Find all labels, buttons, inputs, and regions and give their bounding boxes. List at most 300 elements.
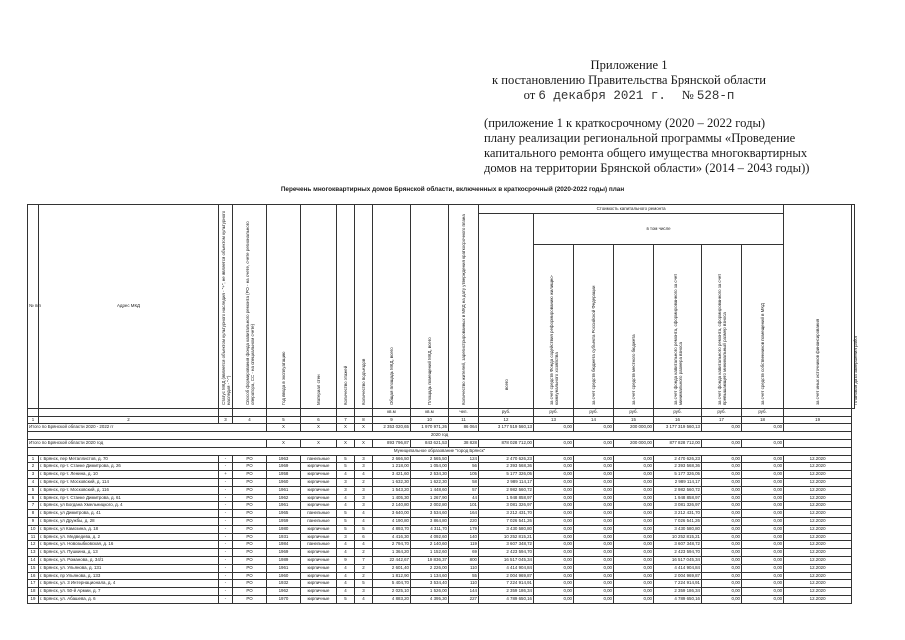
column-number-cell: 15	[614, 416, 654, 424]
header-residents	[449, 205, 479, 409]
subappendix-line4: домов на территории Брянской области» (2014 – 2043 годы))	[484, 161, 810, 175]
cell-wall: кирпичные	[301, 463, 337, 471]
subappendix-line3: капитального ремонта общего имущества многоквартирных	[484, 146, 808, 160]
cell-fl: 5	[337, 510, 355, 518]
cell-prem: 4 395,30	[411, 595, 449, 603]
column-number-cell: 19	[784, 416, 852, 424]
appendix-line1: Приложение 1	[590, 58, 668, 72]
cell-ext: 0,00	[702, 463, 742, 471]
header-other	[784, 205, 852, 409]
cell-en: 4	[355, 517, 373, 525]
cell-loc: 0,00	[614, 478, 654, 486]
cell-wall: кирпичные	[301, 478, 337, 486]
cell-prem: 1 054,00	[411, 463, 449, 471]
cell-dl: 12.2020	[784, 549, 852, 557]
cell-st: -	[219, 564, 233, 572]
column-number-cell: 12	[479, 416, 534, 424]
total-2020-other: 0,00	[742, 439, 784, 447]
cell-fm: РО	[233, 564, 267, 572]
column-numbers-row	[28, 416, 855, 424]
cell-dl: 12.2020	[784, 494, 852, 502]
cell-addr: г. Брянск, пр-т. Московский, д. 116	[39, 486, 219, 494]
total-all-owners: 3 177 319 560,13	[654, 424, 702, 432]
column-number-cell: 2	[39, 416, 219, 424]
cell-tot: 7 224 914,91	[479, 580, 534, 588]
cell-reg: 0,00	[574, 494, 614, 502]
header-status	[219, 205, 233, 409]
cell-dl: 12.2020	[784, 478, 852, 486]
unit-cell: руб.	[574, 408, 614, 416]
cell-fl: 4	[337, 549, 355, 557]
cell-gk: 0,00	[534, 588, 574, 596]
cell-st: -	[219, 525, 233, 533]
cell-area: 4 883,20	[373, 595, 411, 603]
table-row	[28, 510, 855, 518]
cell-dl: 12.2020	[784, 595, 852, 603]
cell-loc: 0,00	[614, 549, 654, 557]
cell-en: 4	[355, 541, 373, 549]
column-number-cell: 7	[337, 416, 355, 424]
cell-yr: 1931	[267, 533, 301, 541]
column-number-cell: 10	[411, 416, 449, 424]
cell-gk: 0,00	[534, 463, 574, 471]
cell-tot: 1 948 858,97	[479, 494, 534, 502]
cell-fl: 4	[337, 541, 355, 549]
cell-loc: 0,00	[614, 580, 654, 588]
cell-dl: 12.2020	[784, 580, 852, 588]
header-incl: в том числе	[534, 214, 784, 245]
header-fund-method-text: Способ формирования фонда капитального ремонта (РО - на счете, счете регионального оператора, СС - на специальном счете)	[244, 221, 255, 405]
cell-en: 3	[355, 588, 373, 596]
cell-dl: 12.2020	[784, 471, 852, 479]
cell-loc: 0,00	[614, 486, 654, 494]
cell-st: -	[219, 580, 233, 588]
cell-reg: 0,00	[574, 463, 614, 471]
cell-fm: РО	[233, 502, 267, 510]
cell-n: 18	[28, 588, 39, 596]
cell-en: 6	[355, 533, 373, 541]
cell-prem: 19 836,37	[411, 556, 449, 564]
cell-loc: 0,00	[614, 525, 654, 533]
cell-addr: г. Брянск, ул Димитрова, д. 41	[39, 510, 219, 518]
table-row	[28, 525, 855, 533]
cell-res: 179	[449, 525, 479, 533]
cell-loc: 0,00	[614, 471, 654, 479]
total-all-other: 0,00	[742, 424, 784, 432]
unit-cell: руб.	[534, 408, 574, 416]
column-number-cell: 1	[28, 416, 39, 424]
unit-cell: кв.м	[411, 408, 449, 416]
cell-reg: 0,00	[574, 486, 614, 494]
cell-dl: 12.2020	[784, 556, 852, 564]
cell-gk: 0,00	[534, 572, 574, 580]
cell-fm: РО	[233, 533, 267, 541]
cell-dl: 12.2020	[784, 525, 852, 533]
cell-ext: 0,00	[702, 471, 742, 479]
cell-addr: г. Брянск, пр Ульянова, д. 133	[39, 572, 219, 580]
header-fund-method	[233, 205, 267, 409]
cell-oth: 0,00	[742, 541, 784, 549]
table-row	[28, 541, 855, 549]
cell-n: 17	[28, 580, 39, 588]
table-row	[28, 572, 855, 580]
cell-fm: РО	[233, 510, 267, 518]
cell-oth: 0,00	[742, 486, 784, 494]
cell-dl: 12.2020	[784, 588, 852, 596]
cell-prem: 4 311,70	[411, 525, 449, 533]
total-all-local: 200 000,00	[614, 424, 654, 432]
cell-loc: 0,00	[614, 564, 654, 572]
cell-gk: 0,00	[534, 494, 574, 502]
cell-oth: 0,00	[742, 533, 784, 541]
cell-yr: 1961	[267, 564, 301, 572]
total-2020-x1: X	[267, 439, 301, 447]
cell-reg: 0,00	[574, 471, 614, 479]
table-row	[28, 517, 855, 525]
header-total-area	[373, 205, 411, 409]
cell-fm: РО	[233, 556, 267, 564]
column-number-cell: 6	[301, 416, 337, 424]
header-cost-group: Стоимость капитального ремонта	[479, 205, 784, 214]
cell-reg: 0,00	[574, 549, 614, 557]
cell-tot: 2 423 594,70	[479, 549, 534, 557]
total-2020-area: 893 796,87	[373, 439, 411, 447]
cell-oth: 0,00	[742, 478, 784, 486]
cell-fl: 4	[337, 471, 355, 479]
appendix-line3	[484, 88, 774, 104]
cell-ext: 0,00	[702, 588, 742, 596]
cell-tot: 3 212 431,70	[479, 510, 534, 518]
cell-res: 164	[449, 510, 479, 518]
cell-oth: 0,00	[742, 471, 784, 479]
units-row	[28, 408, 855, 416]
cell-loc: 0,00	[614, 463, 654, 471]
cell-prem: 1 448,60	[411, 486, 449, 494]
cell-gk: 0,00	[534, 564, 574, 572]
header-cost-owners-extra-text: за счет фонда капитального ремонта, сформированного за счет превышающего минимальный размер взноса	[716, 273, 727, 405]
cell-tot: 10 252 815,21	[479, 533, 534, 541]
cell-gk: 0,00	[534, 549, 574, 557]
cell-res: 69	[449, 549, 479, 557]
cell-tot: 2 470 626,23	[479, 455, 534, 463]
total-all-region: 0,00	[574, 424, 614, 432]
header-wall	[301, 205, 337, 409]
cell-own: 3 430 580,80	[654, 525, 702, 533]
table-row	[28, 478, 855, 486]
cell-ext: 0,00	[702, 564, 742, 572]
cell-fl: 9	[337, 556, 355, 564]
cell-own: 2 393 568,36	[654, 463, 702, 471]
cell-oth: 0,00	[742, 502, 784, 510]
cell-loc: 0,00	[614, 455, 654, 463]
cell-yr: 1932	[267, 580, 301, 588]
cell-ext: 0,00	[702, 510, 742, 518]
cell-wall: кирпичные	[301, 588, 337, 596]
cell-en: 3	[355, 455, 373, 463]
cell-en: 7	[355, 556, 373, 564]
cell-addr: г. Брянск, пр-т. Станке Димитрова, д. 61	[39, 494, 219, 502]
cell-prem: 1 152,60	[411, 549, 449, 557]
cell-fl: 4	[337, 588, 355, 596]
table-body	[28, 424, 855, 603]
header-premises-area-text: Площадь помещений МКД, всего	[427, 337, 432, 405]
header-num: № п/п	[28, 205, 39, 409]
cell-st: -	[219, 502, 233, 510]
cell-reg: 0,00	[574, 572, 614, 580]
cell-loc: 0,00	[614, 533, 654, 541]
cell-st: -	[219, 517, 233, 525]
total-2020-region: 0,00	[574, 439, 614, 447]
cell-gk: 0,00	[534, 580, 574, 588]
cell-area: 2 666,50	[373, 455, 411, 463]
cell-area: 4 190,80	[373, 517, 411, 525]
cell-wall: кирпичные	[301, 471, 337, 479]
header-status-text: Статус МКД (является объектом культурного наследия - "+", не является объектом культурного наследия - "-")	[220, 210, 231, 405]
total-all-extra: 0,00	[702, 424, 742, 432]
cell-res: 119	[449, 541, 479, 549]
cell-n: 1	[28, 455, 39, 463]
cell-reg: 0,00	[574, 517, 614, 525]
cell-tot: 2 982 560,72	[479, 486, 534, 494]
cell-n: 19	[28, 595, 39, 603]
municipality-label: Муниципальное образование "город Брянск"	[28, 447, 852, 455]
cell-st: -	[219, 572, 233, 580]
cell-n: 10	[28, 525, 39, 533]
cell-addr: г. Брянск, ул. Абашева, д. 6	[39, 595, 219, 603]
cell-st: -	[219, 549, 233, 557]
cell-res: 110	[449, 580, 479, 588]
cell-fl: 4	[337, 502, 355, 510]
cell-gk: 0,00	[534, 510, 574, 518]
cell-wall: кирпичные	[301, 580, 337, 588]
column-number-cell: 17	[702, 416, 742, 424]
cell-oth: 0,00	[742, 580, 784, 588]
cell-dl: 12.2020	[784, 572, 852, 580]
header-total-area-text: Общая площадь МКД, всего	[389, 347, 394, 405]
cell-res: 800	[449, 556, 479, 564]
cell-st: -	[219, 533, 233, 541]
header-address: Адрес МКД	[39, 205, 219, 409]
cell-res: 56	[449, 463, 479, 471]
cell-en: 5	[355, 525, 373, 533]
cell-st: -	[219, 556, 233, 564]
header-deadline-text: Плановая дата завершения работ	[853, 335, 859, 405]
cell-fm: РО	[233, 471, 267, 479]
cell-wall: кирпичные	[301, 525, 337, 533]
cell-own: 7 026 541,26	[654, 517, 702, 525]
cell-wall: панельные	[301, 517, 337, 525]
total-2020-cost: 878 028 712,00	[479, 439, 534, 447]
cell-st: -	[219, 463, 233, 471]
cell-dl: 12.2020	[784, 502, 852, 510]
cell-res: 101	[449, 502, 479, 510]
total-2020-x2: X	[301, 439, 337, 447]
cell-prem: 2 002,80	[411, 502, 449, 510]
cell-addr: г. Брянск, пр-т. Станке Димитрова, д. 26	[39, 463, 219, 471]
cell-en: 2	[355, 549, 373, 557]
year-row	[28, 432, 855, 440]
cell-yr: 1984	[267, 541, 301, 549]
total-all-gk: 0,00	[534, 424, 574, 432]
cell-en: 3	[355, 463, 373, 471]
cell-gk: 0,00	[534, 595, 574, 603]
cell-gk: 0,00	[534, 502, 574, 510]
cell-reg: 0,00	[574, 455, 614, 463]
cell-yr: 1969	[267, 463, 301, 471]
cell-own: 4 414 904,84	[654, 564, 702, 572]
cell-wall: кирпичные	[301, 595, 337, 603]
cell-fm: РО	[233, 541, 267, 549]
cell-loc: 0,00	[614, 572, 654, 580]
table-row	[28, 463, 855, 471]
cell-addr: г. Брянск, ул Камозина, д. 18	[39, 525, 219, 533]
cell-prem: 2 226,00	[411, 564, 449, 572]
cell-loc: 0,00	[614, 541, 654, 549]
cell-tot: 3 607 348,72	[479, 541, 534, 549]
subappendix-line2: плану реализации региональной программы «Проведение	[484, 131, 796, 145]
unit-cell: чел.	[449, 408, 479, 416]
cell-gk: 0,00	[534, 478, 574, 486]
cell-own: 2 989 114,17	[654, 478, 702, 486]
header-year-text: Год ввода в эксплуатацию	[281, 351, 286, 405]
cell-own: 4 789 650,16	[654, 595, 702, 603]
cell-en: 4	[355, 595, 373, 603]
cell-oth: 0,00	[742, 510, 784, 518]
cell-reg: 0,00	[574, 556, 614, 564]
cell-fm: РО	[233, 463, 267, 471]
cell-gk: 0,00	[534, 525, 574, 533]
cell-area: 2 140,80	[373, 502, 411, 510]
column-number-cell: 9	[373, 416, 411, 424]
cell-wall: панельные	[301, 510, 337, 518]
cell-res: 57	[449, 486, 479, 494]
cell-loc: 0,00	[614, 494, 654, 502]
header-cost-owners-extra	[702, 245, 742, 409]
cell-area: 1 632,30	[373, 478, 411, 486]
unit-cell: руб.	[702, 408, 742, 416]
cell-res: 44	[449, 494, 479, 502]
cell-area: 3 640,00	[373, 510, 411, 518]
cell-oth: 0,00	[742, 455, 784, 463]
total-all-x3: X	[337, 424, 355, 432]
cell-own: 3 081 326,97	[654, 502, 702, 510]
cell-res: 110	[449, 564, 479, 572]
cell-tot: 3 081 326,97	[479, 502, 534, 510]
cell-addr: г. Брянск, ул. Ульянова, д. 131	[39, 564, 219, 572]
municipality-row	[28, 447, 855, 455]
decree-date: 6 декабря 2021 г.	[538, 89, 666, 103]
cell-reg: 0,00	[574, 510, 614, 518]
appendix-line2: к постановлению Правительства Брянской области	[492, 73, 766, 87]
cell-gk: 0,00	[534, 517, 574, 525]
table-row	[28, 556, 855, 564]
cell-reg: 0,00	[574, 541, 614, 549]
total-all-residents: 86 064	[449, 424, 479, 432]
cell-n: 7	[28, 502, 39, 510]
cell-prem: 3 864,80	[411, 517, 449, 525]
cell-loc: 0,00	[614, 510, 654, 518]
cell-n: 6	[28, 494, 39, 502]
cell-fm: РО	[233, 478, 267, 486]
header-entrances	[355, 205, 373, 409]
date-prefix: от	[523, 88, 536, 102]
cell-wall: кирпичные	[301, 572, 337, 580]
column-number-cell: 14	[574, 416, 614, 424]
cell-wall: кирпичные	[301, 564, 337, 572]
total-all-cost: 3 177 519 560,13	[479, 424, 534, 432]
column-number-cell: 13	[534, 416, 574, 424]
cell-n: 8	[28, 510, 39, 518]
cell-yr: 1980	[267, 525, 301, 533]
cell-reg: 0,00	[574, 588, 614, 596]
cell-yr: 1961	[267, 502, 301, 510]
subappendix-note	[484, 116, 844, 176]
cell-loc: 0,00	[614, 517, 654, 525]
houses-table	[27, 204, 859, 604]
cell-reg: 0,00	[574, 580, 614, 588]
total-2020-residents: 38 828	[449, 439, 479, 447]
cell-area: 1 405,30	[373, 494, 411, 502]
unit-cell: руб.	[654, 408, 702, 416]
cell-n: 16	[28, 572, 39, 580]
cell-own: 3 212 431,70	[654, 510, 702, 518]
cell-addr: г. Брянск, ул. Медведева, д. 2	[39, 533, 219, 541]
cell-st: -	[219, 510, 233, 518]
cell-addr: г. Брянск, ул. Пушкина, д. 13	[39, 549, 219, 557]
cell-ext: 0,00	[702, 486, 742, 494]
cell-area: 2 025,10	[373, 588, 411, 596]
unit-cell: руб.	[742, 408, 784, 416]
cell-res: 144	[449, 588, 479, 596]
cell-own: 2 470 626,23	[654, 455, 702, 463]
cell-own: 5 177 326,05	[654, 471, 702, 479]
cell-dl: 12.2020	[784, 510, 852, 518]
cell-dl: 12.2020	[784, 517, 852, 525]
cell-n: 5	[28, 486, 39, 494]
column-number-cell: 8	[355, 416, 373, 424]
cell-addr: г. Брянск, ул Дружбы, д. 28	[39, 517, 219, 525]
cell-prem: 1 526,00	[411, 588, 449, 596]
table-row	[28, 502, 855, 510]
decree-number: 528-п	[696, 89, 735, 103]
cell-tot: 4 414 904,84	[479, 564, 534, 572]
cell-yr: 1965	[267, 510, 301, 518]
cell-fl: 5	[337, 525, 355, 533]
cell-fm: РО	[233, 486, 267, 494]
header-cost-owners	[742, 245, 784, 409]
cell-st: -	[219, 494, 233, 502]
header-cost-owners-fund	[654, 245, 702, 409]
cell-yr: 1989	[267, 556, 301, 564]
cell-n: 3	[28, 471, 39, 479]
cell-ext: 0,00	[702, 595, 742, 603]
cell-area: 4 893,70	[373, 525, 411, 533]
cell-yr: 1962	[267, 494, 301, 502]
cell-st: -	[219, 595, 233, 603]
total-all-x4: X	[355, 424, 373, 432]
cell-area: 3 421,60	[373, 471, 411, 479]
cell-dl: 12.2020	[784, 455, 852, 463]
cell-en: 4	[355, 471, 373, 479]
cell-ext: 0,00	[702, 502, 742, 510]
cell-en: 3	[355, 502, 373, 510]
unit-cell: кв.м	[373, 408, 411, 416]
cell-res: 58	[449, 478, 479, 486]
total-2020-local: 200 000,00	[614, 439, 654, 447]
cell-dl: 12.2020	[784, 564, 852, 572]
header-floors-text: Количество этажей	[343, 365, 348, 405]
year-label: 2020 год	[28, 432, 852, 440]
